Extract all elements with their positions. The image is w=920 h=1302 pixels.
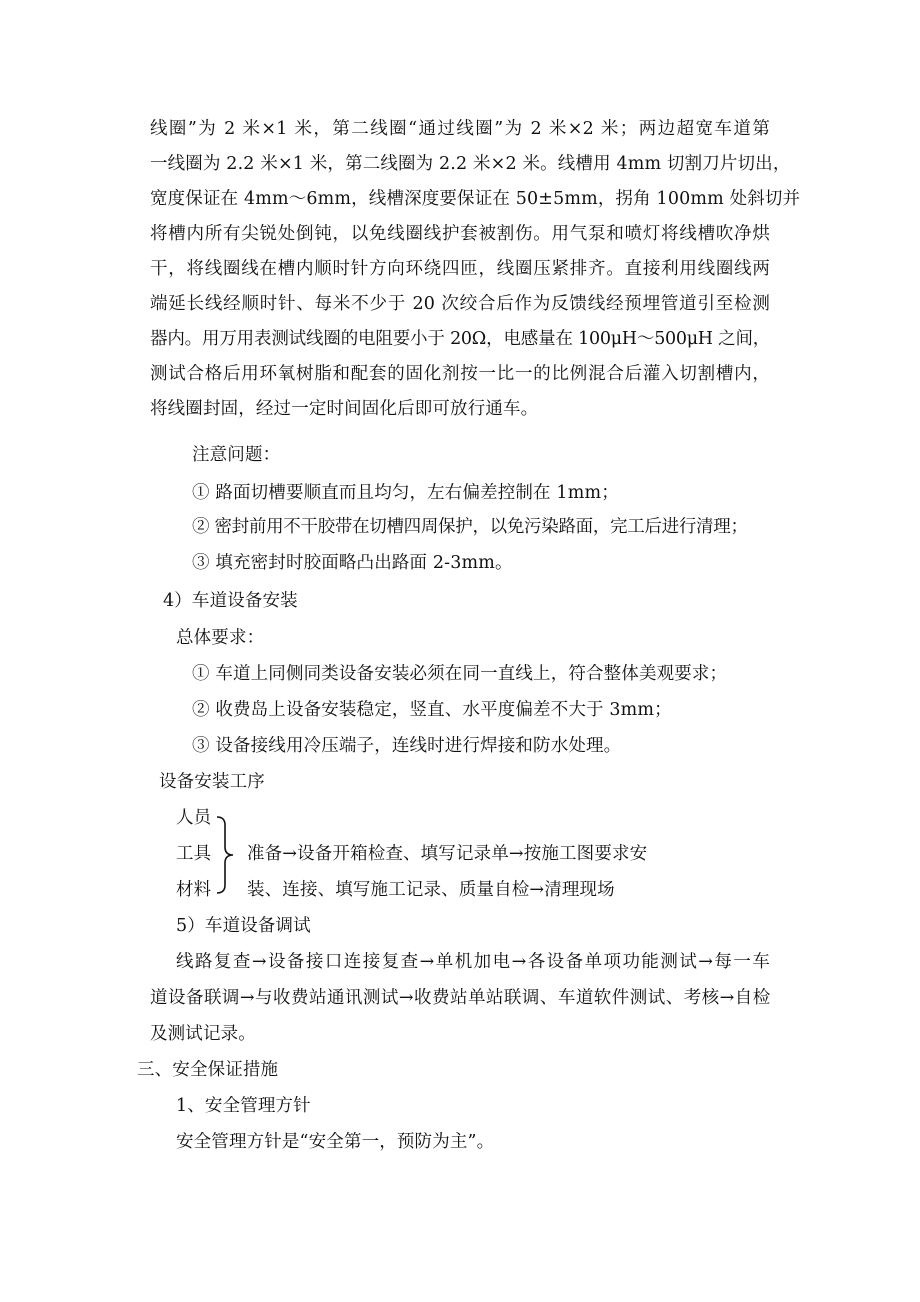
paragraph-line: 端延长线经顺时针、每米不少于 20 次绞合后作为反馈线经预埋管道引至检测 <box>150 294 770 314</box>
section-heading: 4）车道设备安装 <box>163 591 298 611</box>
notes-title: 注意问题： <box>192 445 281 465</box>
paragraph-line: 宽度保证在 4mm～6mm，线槽深度要保证在 50±5mm，拐角 100mm 处斜切并 <box>150 189 801 209</box>
paragraph-line: 器内。用万用表测试线圈的电阻要小于 20Ω，电感量在 100μH～500μH 之间， <box>150 329 770 349</box>
section-heading: 5）车道设备调试 <box>176 916 311 936</box>
note-item: ① 路面切槽要顺直而且均匀，左右偏差控制在 1mm； <box>192 483 619 503</box>
process-input: 工具 <box>176 844 212 864</box>
section-heading: 三、安全保证措施 <box>137 1060 279 1080</box>
section-subtitle: 总体要求： <box>176 628 265 648</box>
process-title: 设备安装工序 <box>159 772 265 792</box>
paragraph-line: 线路复查→设备接口连接复查→单机加电→各设备单项功能测试→每一车 <box>176 952 770 972</box>
paragraph-line: 线圈”为 2 米×1 米，第二线圈“通过线圈”为 2 米×2 米；两边超宽车道第 <box>150 119 770 139</box>
paragraph-line: 一线圈为 2.2 米×1 米，第二线圈为 2.2 米×2 米。线槽用 4mm 切割刀片切出， <box>150 154 791 174</box>
process-steps-line: 装、连接、填写施工记录、质量自检→清理现场 <box>247 880 615 900</box>
note-item: ③ 填充密封时胶面略凸出路面 2-3mm。 <box>192 553 513 573</box>
paragraph-line: 安全管理方针是“安全第一，预防为主”。 <box>176 1132 495 1152</box>
subsection-heading: 1、安全管理方针 <box>176 1096 311 1116</box>
curly-brace-icon <box>213 815 237 895</box>
paragraph-line: 及测试记录。 <box>150 1024 256 1044</box>
process-steps-line: 准备→设备开箱检查、填写记录单→按施工图要求安 <box>247 844 648 864</box>
requirement-item: ② 收费岛上设备安装稳定，竖直、水平度偏差不大于 3mm； <box>192 700 672 720</box>
paragraph-line: 测试合格后用环氧树脂和配套的固化剂按一比一的比例混合后灌入切割槽内， <box>150 364 770 384</box>
paragraph-line: 道设备联调→与收费站通讯测试→收费站单站联调、车道软件测试、考核→自检 <box>150 988 770 1008</box>
paragraph-line: 干，将线圈线在槽内顺时针方向环绕四匝，线圈压紧排齐。直接利用线圈线两 <box>150 259 770 279</box>
requirement-item: ① 车道上同侧同类设备安装必须在同一直线上，符合整体美观要求； <box>192 664 728 684</box>
paragraph-line: 将线圈封固，经过一定时间固化后即可放行通车。 <box>150 399 539 419</box>
process-input: 材料 <box>176 880 212 900</box>
process-input: 人员 <box>176 808 212 828</box>
requirement-item: ③ 设备接线用冷压端子，连线时进行焊接和防水处理。 <box>192 736 622 756</box>
paragraph-line: 将槽内所有尖锐处倒钝，以免线圈线护套被割伤。用气泵和喷灯将线槽吹净烘 <box>150 224 770 244</box>
note-item: ② 密封前用不干胶带在切槽四周保护，以免污染路面，完工后进行清理； <box>192 517 748 537</box>
